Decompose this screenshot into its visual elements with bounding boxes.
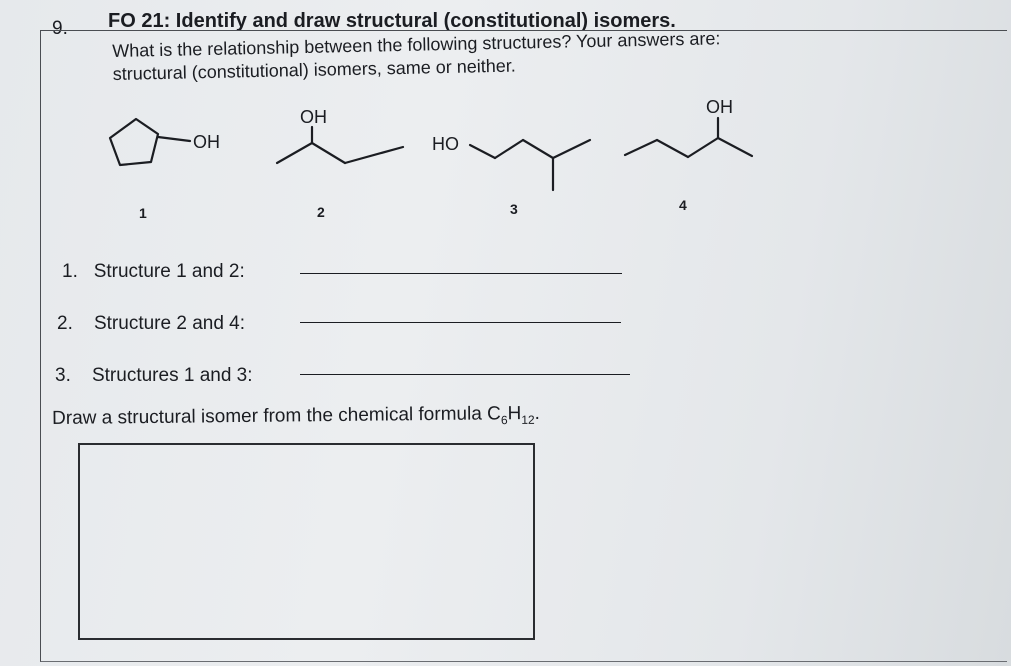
structure-2-oh: OH [300,107,327,127]
bond-2a [277,143,312,163]
bond-2b [312,143,345,163]
o-c-bond-3 [470,145,495,158]
question-3-number: 3. [55,365,71,386]
draw-prompt [52,403,540,432]
prompt-line-1: What is the relationship between the following structures? Your answers are: [112,28,721,61]
bond-2c [345,147,403,163]
bond-4d [718,138,752,156]
bond-3b [523,140,553,158]
prompt-line-2: structural (constitutional) isomers, same or neither. [112,55,516,84]
question-1-number: 1. [62,261,78,282]
bond-3a [495,140,523,158]
structure-1-cyclopentanol [110,119,190,165]
formula-subscript-h: 12 [521,412,535,427]
c-o-bond-1 [158,137,190,141]
question-1-text: Structure 1 and 2: [93,261,245,282]
question-1 [62,261,245,283]
question-3 [55,365,253,387]
bond-4c [688,138,718,157]
answer-blank-2[interactable] [300,322,621,323]
question-2-text: Structure 2 and 4: [93,313,246,334]
structure-label-2: 2 [317,204,325,220]
bond-4a [625,140,657,155]
formula-subscript-c: 6 [500,413,508,428]
formula-h: H [507,403,522,425]
structure-4-oh: OH [706,97,733,117]
structures-figure [0,0,1011,260]
structure-2-butanol [277,127,403,163]
structure-label-3: 3 [510,201,518,217]
question-2-number: 2. [57,313,73,334]
formula-period: . [534,402,541,424]
structure-3-ho: HO [432,134,459,154]
question-title: FO 21: Identify and draw structural (constitutional) isomers. [108,10,676,32]
structure-label-4: 4 [679,197,687,213]
drawing-answer-box[interactable] [78,443,535,640]
structure-4-butanol [625,118,752,157]
answer-blank-3[interactable] [300,374,630,375]
structure-label-1: 1 [139,205,147,221]
question-number: 9. [52,18,68,39]
structure-3-methylbutanol [470,140,590,190]
draw-prompt-text: Draw a structural isomer from the chemical formula C [52,403,501,429]
cyclopentane-ring [110,119,158,165]
answer-blank-1[interactable] [300,273,622,274]
question-3-text: Structures 1 and 3: [91,365,253,386]
structure-1-oh: OH [193,132,220,152]
bond-4b [657,140,688,157]
question-2 [57,313,245,335]
bond-3c [553,140,590,158]
